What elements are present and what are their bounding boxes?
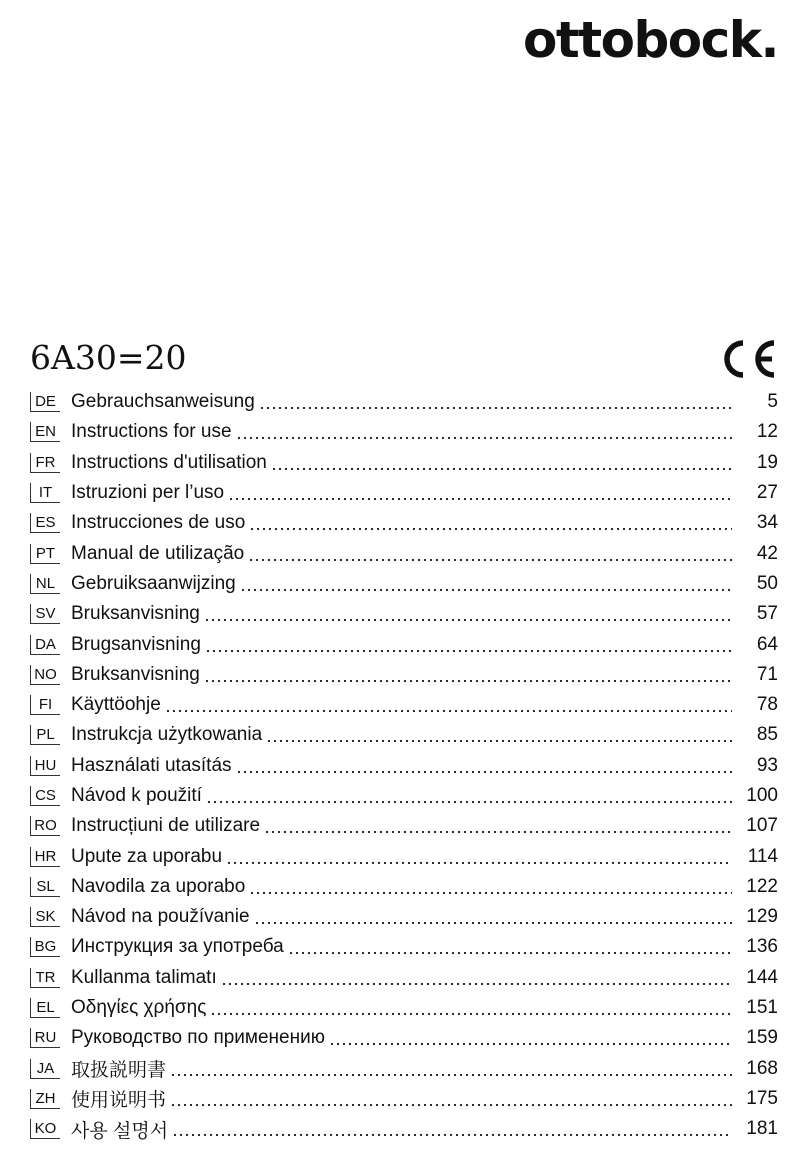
toc-entry[interactable]: [30, 993, 778, 1023]
language-code-box: BG: [30, 937, 60, 957]
dot-leader: [204, 618, 732, 622]
toc-entry-page: 64: [756, 633, 778, 655]
language-code-box: RO: [30, 816, 60, 836]
dot-leader: [240, 588, 732, 592]
toc-entry[interactable]: [30, 387, 778, 417]
toc-entry-page: 78: [756, 694, 778, 716]
toc-entry-page: 50: [756, 572, 778, 594]
toc-entry-title: 사용 설명서: [71, 1120, 169, 1142]
toc-entry[interactable]: [30, 478, 778, 508]
dot-leader: [165, 709, 732, 713]
toc-entry-page: 5: [767, 391, 778, 413]
toc-entry-title: Bruksanvisning: [71, 603, 200, 625]
dot-leader: [249, 891, 732, 895]
toc-entry[interactable]: [30, 1054, 778, 1084]
toc-entry-page: 71: [756, 663, 778, 685]
toc-entry[interactable]: [30, 811, 778, 841]
language-code-box: SL: [30, 877, 60, 897]
language-code-box: EN: [30, 422, 60, 442]
toc-entry[interactable]: [30, 690, 778, 720]
toc-entry-title: Kullanma talimatı: [71, 966, 217, 988]
toc-entry-page: 129: [746, 906, 778, 928]
language-code-box: EL: [30, 998, 60, 1018]
dot-leader: [236, 770, 732, 774]
dot-leader: [248, 558, 732, 562]
language-code-box: SV: [30, 604, 60, 624]
toc-entry-title: 取扱説明書: [71, 1060, 167, 1082]
toc-entry-page: 114: [747, 845, 778, 867]
toc-entry-page: 57: [756, 603, 778, 625]
toc-entry-title: Upute za uporabu: [71, 845, 223, 867]
toc-entry[interactable]: [30, 902, 778, 932]
dot-leader: [172, 1133, 732, 1137]
language-code-box: JA: [30, 1059, 60, 1079]
toc-entry[interactable]: [30, 629, 778, 659]
language-code-box: RU: [30, 1028, 60, 1048]
language-code-box: KO: [30, 1119, 60, 1139]
dot-leader: [249, 527, 732, 531]
toc-entry-title: Návod k použití: [71, 785, 202, 806]
toc-entry-title: 使用说明书: [71, 1090, 167, 1112]
dot-leader: [271, 467, 732, 471]
dot-leader: [226, 861, 732, 865]
toc-entry[interactable]: [30, 417, 778, 447]
language-code-box: PT: [30, 544, 60, 564]
toc-entry-title: Instrukcja użytkowania: [71, 724, 263, 746]
toc-entry-title: Gebruiksaanwijzing: [71, 572, 236, 594]
toc-entry-page: 12: [756, 421, 778, 443]
dot-leader: [206, 800, 732, 804]
dot-leader: [204, 679, 732, 683]
toc-entry-title: Käyttöohje: [71, 694, 161, 716]
language-code-box: PL: [30, 725, 60, 745]
language-code-box: FR: [30, 453, 60, 473]
toc-entry-title: Használati utasítás: [71, 754, 232, 776]
language-code-box: FI: [30, 695, 60, 715]
toc-entry[interactable]: [30, 841, 778, 871]
toc-entry-title: Manual de utilização: [71, 542, 245, 564]
toc-entry[interactable]: [30, 781, 778, 811]
dot-leader: [288, 951, 732, 955]
dot-leader: [264, 830, 732, 834]
dot-leader: [170, 1073, 732, 1077]
dot-leader: [254, 921, 732, 925]
dot-leader: [228, 497, 732, 501]
toc-entry-page: 100: [746, 785, 778, 806]
dot-leader: [236, 436, 732, 440]
dot-leader: [210, 1012, 732, 1016]
toc-entry[interactable]: [30, 569, 778, 599]
toc-entry-title: Instrucciones de uso: [71, 512, 246, 534]
product-code: 6A30=20: [30, 338, 187, 377]
toc-entry[interactable]: [30, 720, 778, 750]
toc-entry-page: 159: [746, 1027, 778, 1049]
toc-entry[interactable]: [30, 1084, 778, 1114]
toc-entry-page: 19: [756, 451, 778, 473]
dot-leader: [259, 406, 732, 410]
language-code-box: TR: [30, 968, 60, 988]
toc-entry-title: Bruksanvisning: [71, 663, 200, 685]
brand-logo: ottobock.: [522, 11, 778, 69]
dot-leader: [266, 739, 732, 743]
toc-entry[interactable]: [30, 963, 778, 993]
toc-entry-page: 85: [756, 724, 778, 746]
toc-entry[interactable]: [30, 660, 778, 690]
toc-entry-page: 175: [746, 1087, 778, 1109]
toc-entry[interactable]: [30, 1023, 778, 1053]
language-code-box: IT: [30, 483, 60, 503]
toc-entry-title: Οδηγίες χρήσης: [71, 997, 207, 1019]
language-code-box: HR: [30, 847, 60, 867]
toc-entry[interactable]: [30, 508, 778, 538]
toc-entry-title: Инструкция за употреба: [71, 936, 284, 958]
toc-entry-title: Návod na používanie: [71, 906, 250, 928]
toc-entry-page: 168: [746, 1057, 778, 1079]
toc-entry[interactable]: [30, 872, 778, 902]
toc-entry-title: Instructions d'utilisation: [71, 451, 267, 473]
table-of-contents: [30, 387, 778, 1144]
toc-entry-title: Istruzioni per l’uso: [71, 482, 225, 504]
toc-entry-page: 151: [746, 997, 778, 1019]
toc-entry[interactable]: [30, 1114, 778, 1144]
dot-leader: [205, 649, 732, 653]
language-code-box: DE: [30, 392, 60, 412]
dot-leader: [170, 1103, 732, 1107]
toc-entry-page: 144: [746, 966, 778, 988]
toc-entry-page: 122: [746, 875, 778, 897]
language-code-box: CS: [30, 786, 60, 806]
toc-entry-title: Navodila za uporabo: [71, 875, 246, 897]
dot-leader: [221, 982, 732, 986]
toc-entry-page: 136: [746, 936, 778, 958]
language-code-box: NL: [30, 574, 60, 594]
toc-entry-title: Руководство по применению: [71, 1027, 325, 1049]
toc-entry-page: 181: [746, 1118, 778, 1140]
toc-entry[interactable]: [30, 538, 778, 568]
language-code-box: SK: [30, 907, 60, 927]
toc-entry-title: Instrucțiuni de utilizare: [71, 815, 261, 837]
ce-mark-icon: [716, 338, 778, 380]
language-code-box: ZH: [30, 1089, 60, 1109]
dot-leader: [329, 1042, 732, 1046]
language-code-box: HU: [30, 756, 60, 776]
language-code-box: NO: [30, 665, 60, 685]
toc-entry-page: 27: [756, 482, 778, 504]
toc-entry[interactable]: [30, 932, 778, 962]
toc-entry-title: Brugsanvisning: [71, 633, 201, 655]
toc-entry-page: 107: [746, 815, 778, 837]
language-code-box: DA: [30, 635, 60, 655]
toc-entry-title: Gebrauchsanweisung: [71, 391, 255, 413]
toc-entry[interactable]: [30, 448, 778, 478]
toc-entry-title: Instructions for use: [71, 421, 232, 443]
language-code-box: ES: [30, 513, 60, 533]
toc-entry[interactable]: [30, 599, 778, 629]
toc-entry[interactable]: [30, 751, 778, 781]
toc-entry-page: 93: [756, 754, 778, 776]
toc-entry-page: 34: [756, 512, 778, 534]
toc-entry-page: 42: [756, 542, 778, 564]
